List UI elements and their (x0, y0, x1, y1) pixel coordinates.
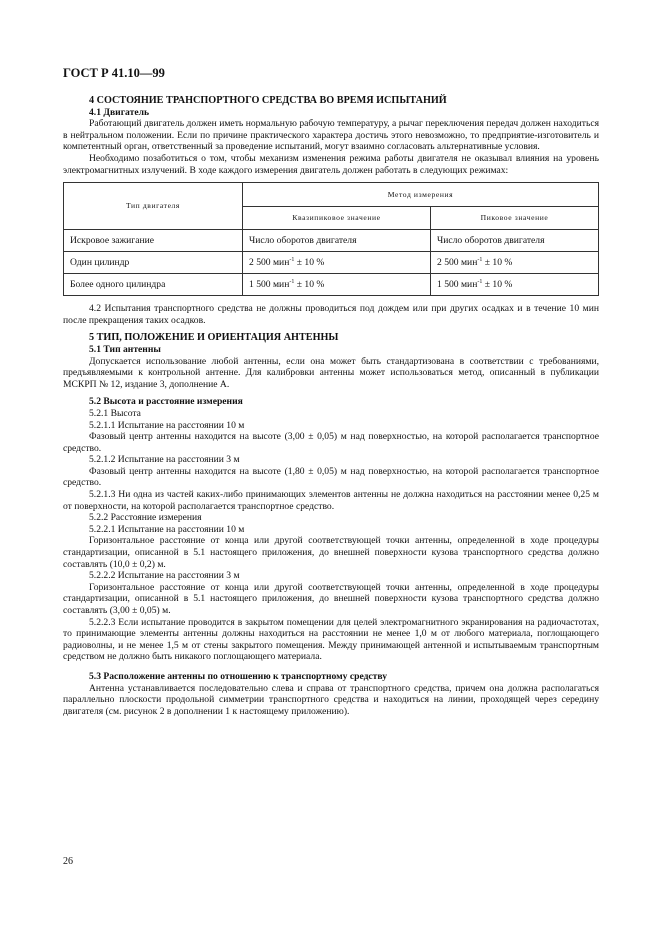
section-4-1-title: 4.1 Двигатель (89, 106, 150, 118)
table-header-method: Метод измерения (243, 183, 599, 207)
tolerance: ± 10 % (296, 256, 325, 268)
table-row (64, 252, 599, 274)
section-4-title: 4 СОСТОЯНИЕ ТРАНСПОРТНОГО СРЕДСТВА ВО ВРЕМЯ ИСПЫТАНИЙ (89, 95, 447, 106)
paragraph: Необходимо позаботиться о том, чтобы механизм изменения режима работы двигателя не оказывал влияния на уровень электромагнитных излучений. В ходе каждого измерения двигатель должен работать в следующих режимах: (63, 152, 599, 176)
subsection-label: 5.2.2 Расстояние измерения (89, 512, 202, 524)
table-cell: Искровое зажигание (64, 230, 243, 252)
section-5-2-title: 5.2 Высота и расстояние измерения (89, 396, 243, 408)
section-5-1-title: 5.1 Тип антенны (89, 343, 161, 355)
table-cell: Более одного цилиндра (64, 274, 243, 296)
paragraph: Допускается использование любой антенны, если она может быть стандартизована в соответствии с требованиями, предъявляемыми к контрольной антенне. Для калибровки антенны может использоваться метод, описанный в публикации МСКРП № 12, издание 3, дополнение А. (63, 355, 599, 390)
table-cell: Число оборотов двигателя (243, 230, 431, 252)
table-header-engine-type: Тип двигателя (64, 183, 243, 230)
page-number: 26 (63, 856, 73, 867)
table-cell: Один цилиндр (64, 252, 243, 274)
table-header-quasi-peak: Квазипиковое значение (243, 206, 431, 230)
paragraph: Фазовый центр антенны находится на высоте (3,00 ± 0,05) м над поверхностью, на которой располагается транспортное средство. (63, 431, 599, 454)
table-cell: Число оборотов двигателя (431, 230, 599, 252)
rpm-value: 1 500 мин (437, 278, 478, 290)
table-cell (431, 274, 599, 296)
paragraph: 5.2.1.3 Ни одна из частей каких-либо принимающих элементов антенны не должна находиться на расстоянии менее 0,25 м от поверхности, на которой располагается транспортное средство. (63, 489, 599, 512)
table-header-peak: Пиковое значение (431, 206, 599, 230)
paragraph: 4.2 Испытания транспортного средства не должны проводиться под дождем или при других осадках и в течение 10 мин после прекращения таких осадков. (63, 303, 599, 326)
rpm-value: 2 500 мин (249, 256, 290, 268)
unit-exponent: -1 (477, 278, 483, 285)
paragraph: Работающий двигатель должен иметь нормальную рабочую температуру, а рычаг переключения передач должен находиться в нейтральном положении. Если по причине практического характера достичь этого невозможно, то предприятие-изготовитель и компетентный орган, ответственный за проведение испытаний, могут взаимно согласовать альтернативные условия. (63, 118, 599, 153)
section-5-title: 5 ТИП, ПОЛОЖЕНИЕ И ОРИЕНТАЦИЯ АНТЕННЫ (89, 332, 339, 344)
subsection-label: 5.2.1.2 Испытание на расстоянии 3 м (89, 454, 240, 466)
tolerance: ± 10 % (484, 278, 513, 290)
table-cell (243, 252, 431, 274)
unit-exponent: -1 (289, 256, 295, 263)
engine-mode-table (63, 182, 599, 296)
paragraph: Горизонтальное расстояние от конца или другой соответствующей точки антенны, определенной в ходе процедуры стандартизации, описанной в 5.1 настоящего приложения, до внешней поверхности кузова транспортного средства должно составлять (10,0 ± 0,2) м. (63, 535, 599, 570)
paragraph: Горизонтальное расстояние от конца или другой соответствующей точки антенны, определенной в ходе процедуры стандартизации, описанной в 5.1 настоящего приложения, до внешней поверхности кузова транспортного средства должно составлять (3,00 ± 0,05) м. (63, 581, 599, 616)
subsection-label: 5.2.1 Высота (89, 407, 141, 419)
table-row (64, 230, 599, 252)
table-cell (243, 274, 431, 296)
table-cell (431, 252, 599, 274)
subsection-label: 5.2.1.1 Испытание на расстоянии 10 м (89, 419, 245, 431)
document-body (63, 95, 599, 717)
paragraph: Фазовый центр антенны находится на высоте (1,80 ± 0,05) м над поверхностью, на которой располагается транспортное средство. (63, 465, 599, 489)
paragraph: Антенна устанавливается последовательно слева и справа от транспортного средства, причем она должна располагаться параллельно плоскости продольной симметрии транспортного средства и находиться на линии, проходящей через середину двигателя (см. рисунок 2 в дополнении 1 к настоящему приложению). (63, 682, 599, 717)
section-5-3-title: 5.3 Расположение антенны по отношению к транспортному средству (89, 670, 388, 682)
paragraph: 5.2.2.3 Если испытание проводится в закрытом помещении для целей электромагнитного экранирования на радиочастотах, то принимающие элементы антенны должны находиться на расстоянии не менее 1,0 м от любого материала, поглощающего радиоволны, и не менее 1,5 м от стены закрытого помещения. Между принимающей антенной и испытываемым транспортным средством не должно быть никакого поглощающего материала. (63, 616, 599, 663)
tolerance: ± 10 % (296, 278, 325, 290)
table-row (64, 274, 599, 296)
unit-exponent: -1 (289, 278, 295, 285)
subsection-label: 5.2.2.1 Испытание на расстоянии 10 м (89, 523, 245, 535)
document-header: ГОСТ Р 41.10—99 (63, 66, 165, 80)
rpm-value: 2 500 мин (437, 256, 478, 268)
rpm-value: 1 500 мин (249, 278, 290, 290)
unit-exponent: -1 (477, 256, 483, 263)
tolerance: ± 10 % (484, 256, 513, 268)
subsection-label: 5.2.2.2 Испытание на расстоянии 3 м (89, 570, 240, 582)
